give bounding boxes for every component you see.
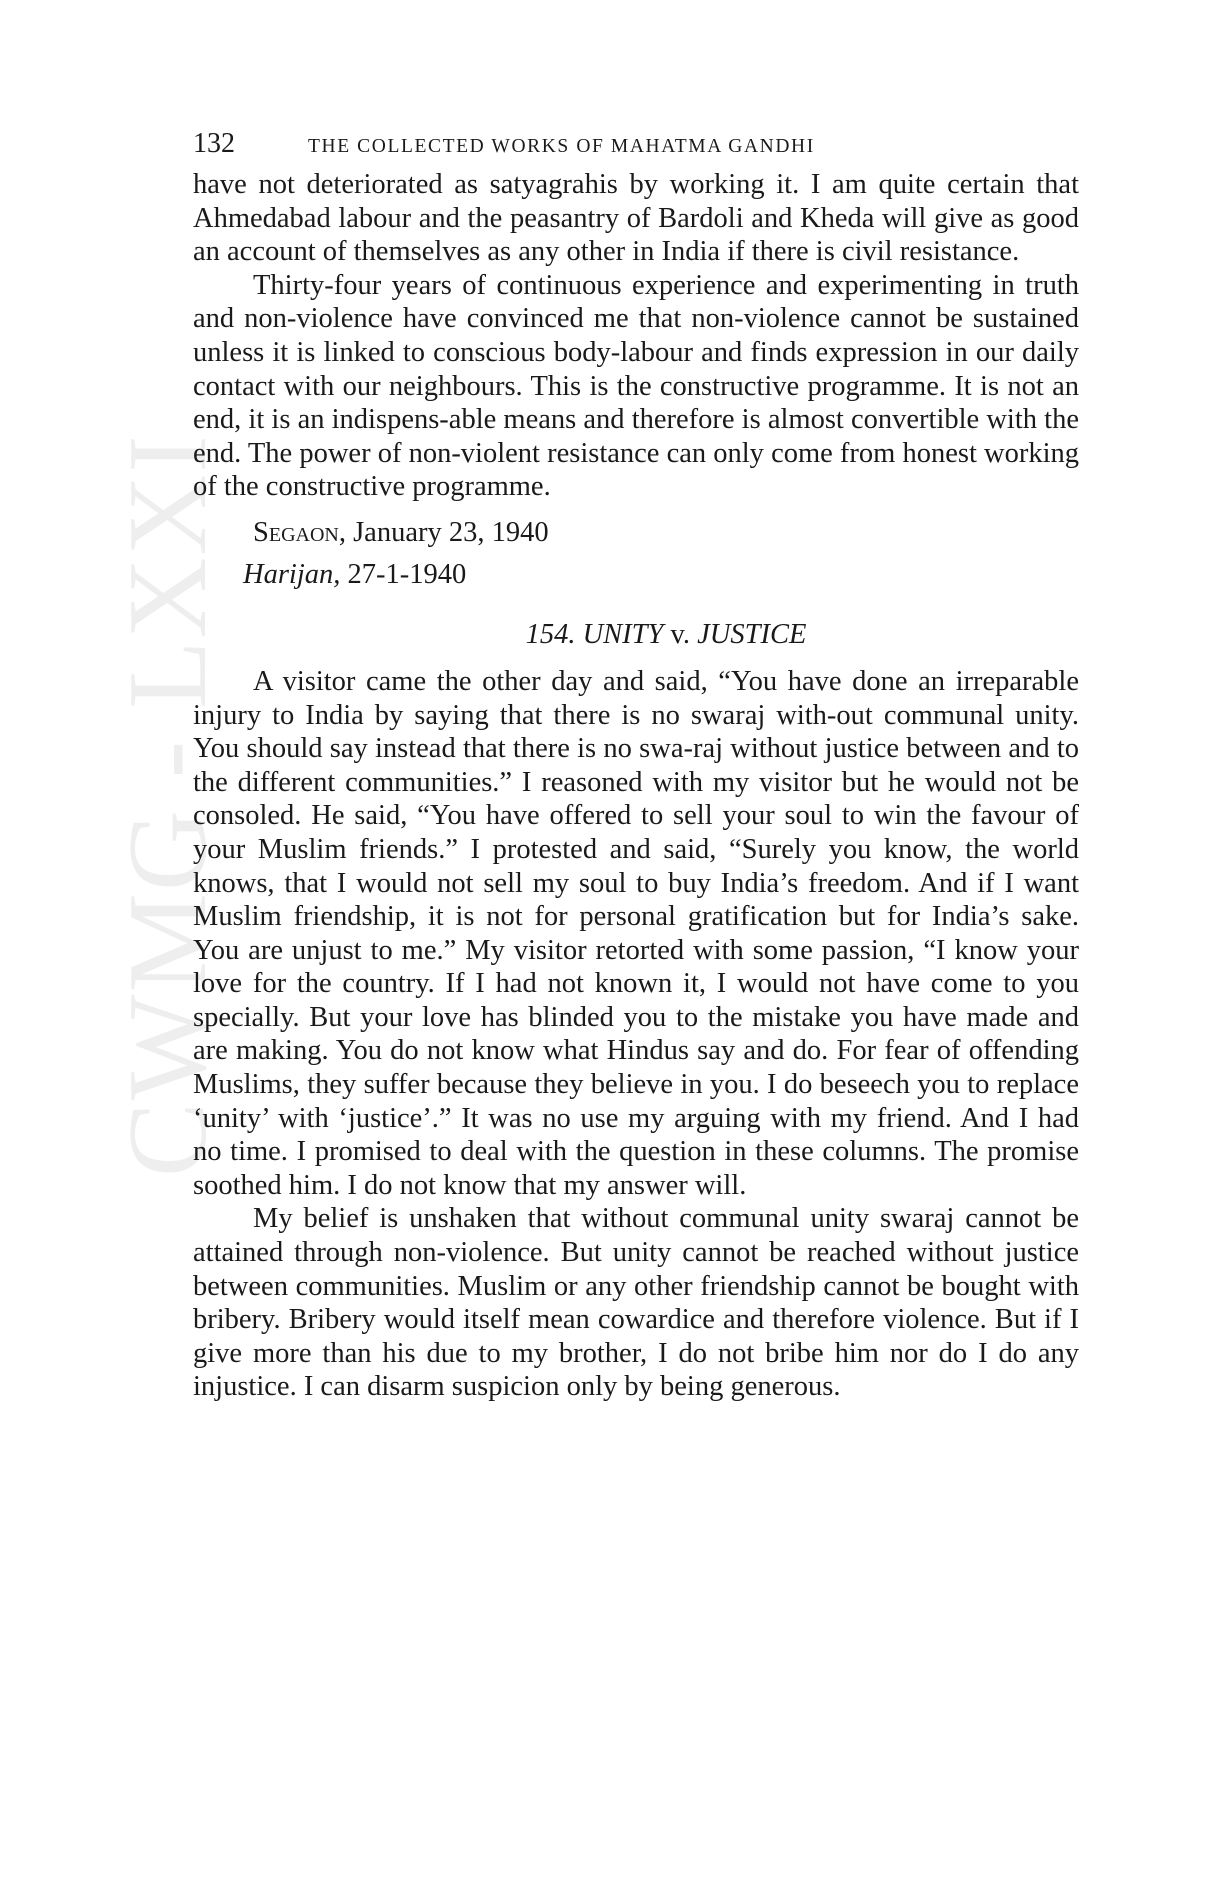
paragraph: My belief is unshaken that without communal unity swaraj cannot be attained through non-violence. But unity cannot be reached without justice between communities. Muslim or any other friendship cannot be bought with bribery. Bribery would itself mean cowardice and therefore violence. But if I give more than his due to my brother, I do not bribe him nor do I do any injustice. I can disarm suspicion only by being generous. [193, 1203, 1079, 1403]
source-title: Harijan, [243, 558, 341, 590]
page-number: 132 [193, 128, 235, 159]
running-head [193, 128, 1079, 168]
source-date: 27-1-1940 [347, 558, 467, 590]
source-line [193, 555, 1079, 595]
place-date-line [193, 511, 1079, 555]
page [193, 128, 1079, 1404]
running-title: THE COLLECTED WORKS OF MAHATMA GANDHI [308, 136, 815, 157]
article-title-a: UNITY [582, 618, 664, 650]
paragraph: Thirty-four years of continuous experience and experimenting in truth and non-violence have convinced me that non-violence cannot be sustained unless it is linked to conscious body-labour and finds expression in our daily contact with our neighbours. This is the constructive programme. It is not an end, it is an indispens-able means and therefore is almost convertible with the end. The power of non-violent resistance can only come from honest working of the constructive programme. [193, 269, 1079, 503]
article-title-v: v. [670, 618, 691, 650]
article-title-b: JUSTICE [697, 618, 807, 650]
watermark: CWMG - LXXI [106, 433, 230, 1177]
article-number: 154. [525, 618, 576, 650]
paragraph: A visitor came the other day and said, “You have done an irreparable injury to India by saying that there is no swaraj with-out communal unity. You should say instead that there is no swa-raj without justice between and to the different communities.” I reasoned with my visitor but he would not be consoled. He said, “You have offered to sell your soul to win the favour of your Muslim friends.” I protested and said, “Surely you know, the world knows, that I would not sell my soul to buy India’s freedom. And if I want Muslim friendship, it is not for personal gratification but for India’s sake. You are unjust to me.” My visitor retorted with some passion, “I know your love for the country. If I had not known it, I would not have come to you specially. But your love has blinded you to the mistake you have made and are making. You do not know what Hindus say and do. For fear of offending Muslims, they suffer because they believe in you. I do beseech you to replace ‘unity’ with ‘justice’.” It was no use my arguing with my friend. And I had no time. I promised to deal with the question in these columns. The promise soothed him. I do not know that my answer will. [193, 665, 1079, 1201]
place: Segaon, [253, 516, 346, 548]
paragraph: have not deteriorated as satyagrahis by working it. I am quite certain that Ahmedabad labour and the peasantry of Bardoli and Kheda will give as good an account of themselves as any other in India if there is civil resistance. [193, 169, 1079, 268]
date: January 23, 1940 [353, 516, 549, 548]
article-heading [193, 615, 1079, 655]
